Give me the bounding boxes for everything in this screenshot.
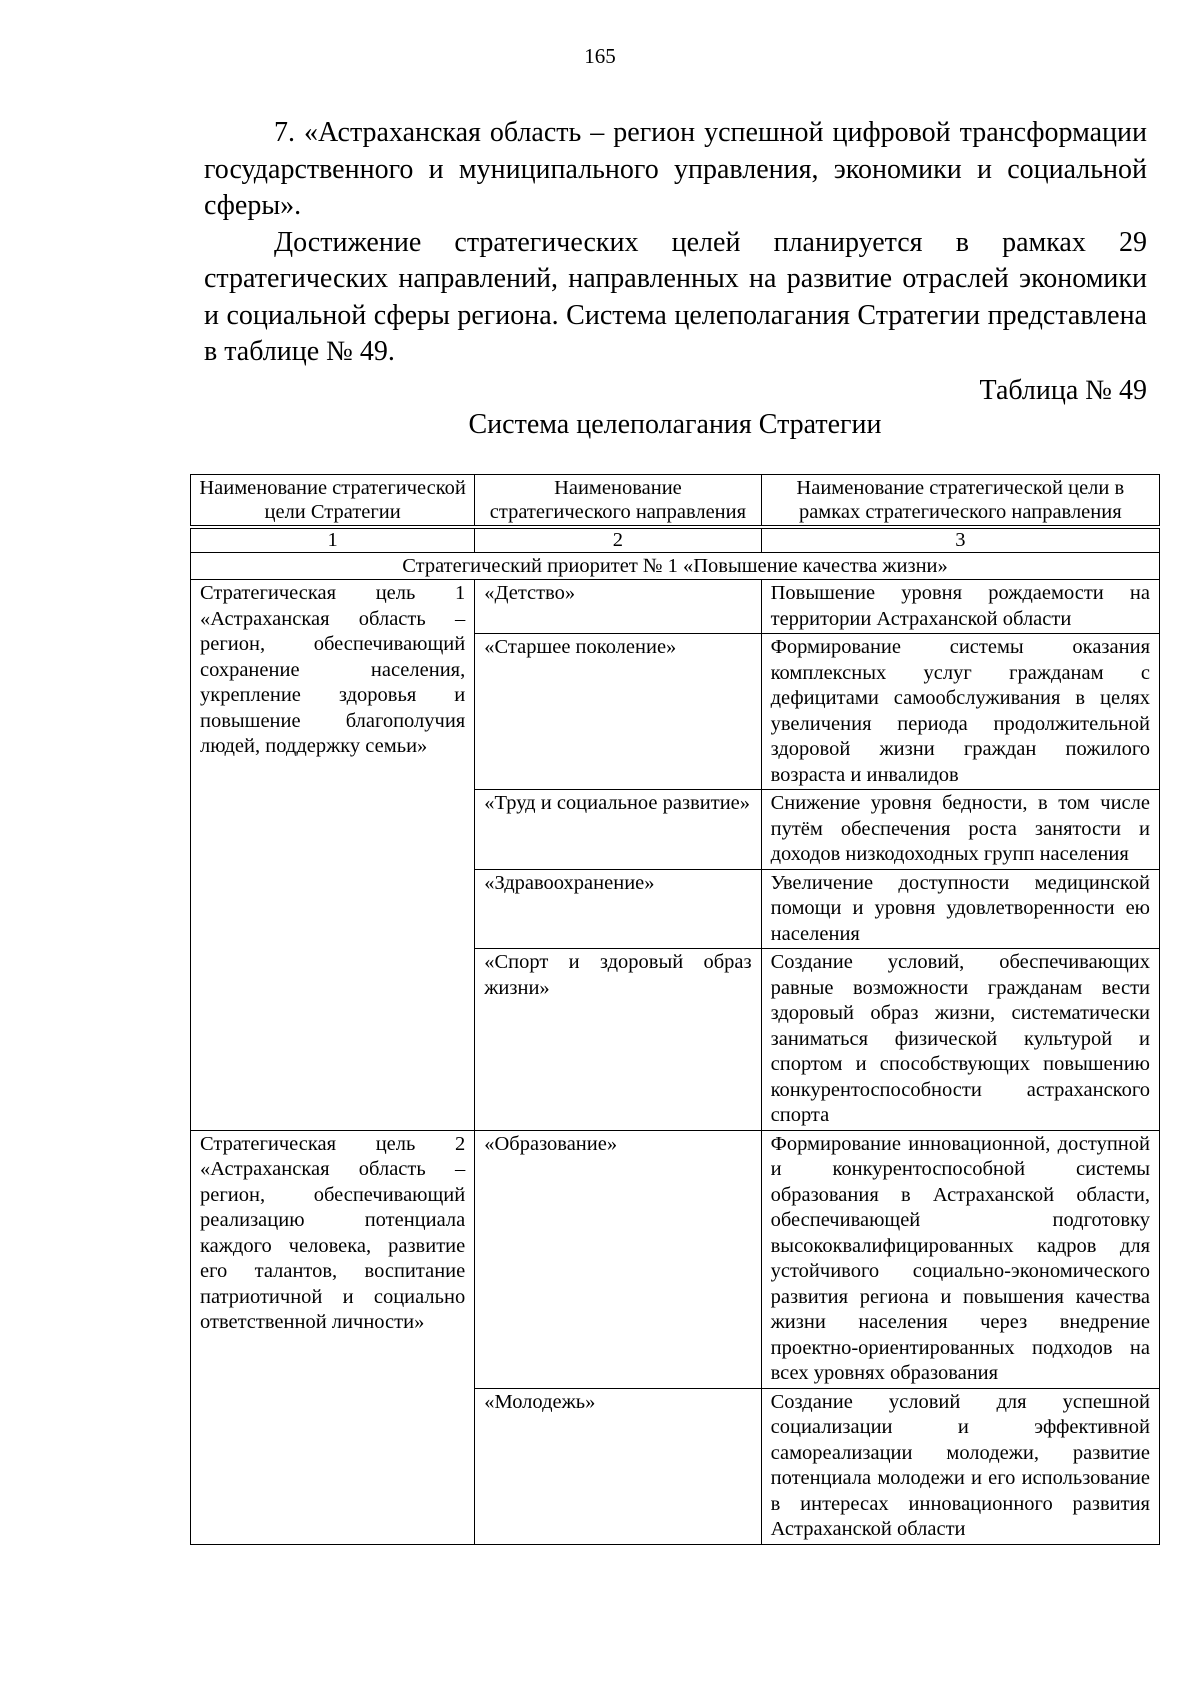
target-cell: Создание условий для успешной социализации и эффективной самореализации молодежи, развитие потенциала молодежи и его использование в интересах инновационного развития Астраханской области xyxy=(761,1388,1159,1544)
column-number: 1 xyxy=(191,529,475,553)
header-direction: Наименование стратегического направления xyxy=(475,475,761,526)
goals-table xyxy=(190,474,1160,1545)
direction-cell: «Здравоохранение» xyxy=(475,869,761,949)
column-numbers-row xyxy=(191,529,1160,553)
direction-cell: «Образование» xyxy=(475,1130,761,1388)
target-cell: Формирование системы оказания комплексных услуг гражданам с дефицитами самообслуживания в целях увеличения периода продолжительной здоровой жизни граждан пожилого возраста и инвалидов xyxy=(761,634,1159,790)
target-cell: Снижение уровня бедности, в том числе путём обеспечения роста занятости и доходов низкодоходных групп населения xyxy=(761,790,1159,870)
body-text xyxy=(204,115,1147,371)
table-row xyxy=(191,1130,1160,1388)
priority-label: Стратегический приоритет № 1 «Повышение качества жизни» xyxy=(191,553,1160,580)
target-cell: Создание условий, обеспечивающих равные возможности гражданам вести здоровый образ жизни, систематически заниматься физической культурой и спортом и способствующих повышению конкурентоспособности астраханского спорта xyxy=(761,949,1159,1131)
table-row xyxy=(191,580,1160,634)
column-number: 2 xyxy=(475,529,761,553)
direction-cell: «Спорт и здоровый образ жизни» xyxy=(475,949,761,1131)
table-title: Система целеполагания Стратегии xyxy=(468,409,882,440)
column-number: 3 xyxy=(761,529,1159,553)
goal-cell: Стратегическая цель 1 «Астраханская область – регион, обеспечивающий сохранение населения, укрепление здоровья и повышение благополучия людей, поддержку семьи» xyxy=(191,580,475,1131)
table-header-row xyxy=(191,475,1160,526)
paragraph: 7. «Астраханская область – регион успешной цифровой трансформации государственного и муниципального управления, экономики и социальной сферы». xyxy=(204,117,1147,221)
priority-row xyxy=(191,553,1160,580)
page-number: 165 xyxy=(584,44,616,68)
goal-cell: Стратегическая цель 2 «Астраханская область – регион, обеспечивающий реализацию потенциала каждого человека, развитие его талантов, воспитание патриотичной и социально ответственной личности» xyxy=(191,1130,475,1544)
direction-cell: «Молодежь» xyxy=(475,1388,761,1544)
target-cell: Повышение уровня рождаемости на территории Астраханской области xyxy=(761,580,1159,634)
target-cell: Формирование инновационной, доступной и конкурентоспособной системы образования в Астраханской области, обеспечивающей подготовку высококвалифицированных кадров для устойчивого социально-экономического развития региона и повышения качества жизни населения через внедрение проектно-ориентированных подходов на всех уровнях образования xyxy=(761,1130,1159,1388)
table-number: Таблица № 49 xyxy=(979,375,1147,406)
header-target: Наименование стратегической цели в рамках стратегического направления xyxy=(761,475,1159,526)
paragraph: Достижение стратегических целей планируется в рамках 29 стратегических направлений, направленных на развитие отраслей экономики и социальной сферы региона. Система целеполагания Стратегии представлена в таблице № 49. xyxy=(204,226,1147,367)
direction-cell: «Труд и социальное развитие» xyxy=(475,790,761,870)
target-cell: Увеличение доступности медицинской помощи и уровня удовлетворенности ею населения xyxy=(761,869,1159,949)
direction-cell: «Детство» xyxy=(475,580,761,634)
direction-cell: «Старшее поколение» xyxy=(475,634,761,790)
header-goal: Наименование стратегической цели Стратегии xyxy=(191,475,475,526)
